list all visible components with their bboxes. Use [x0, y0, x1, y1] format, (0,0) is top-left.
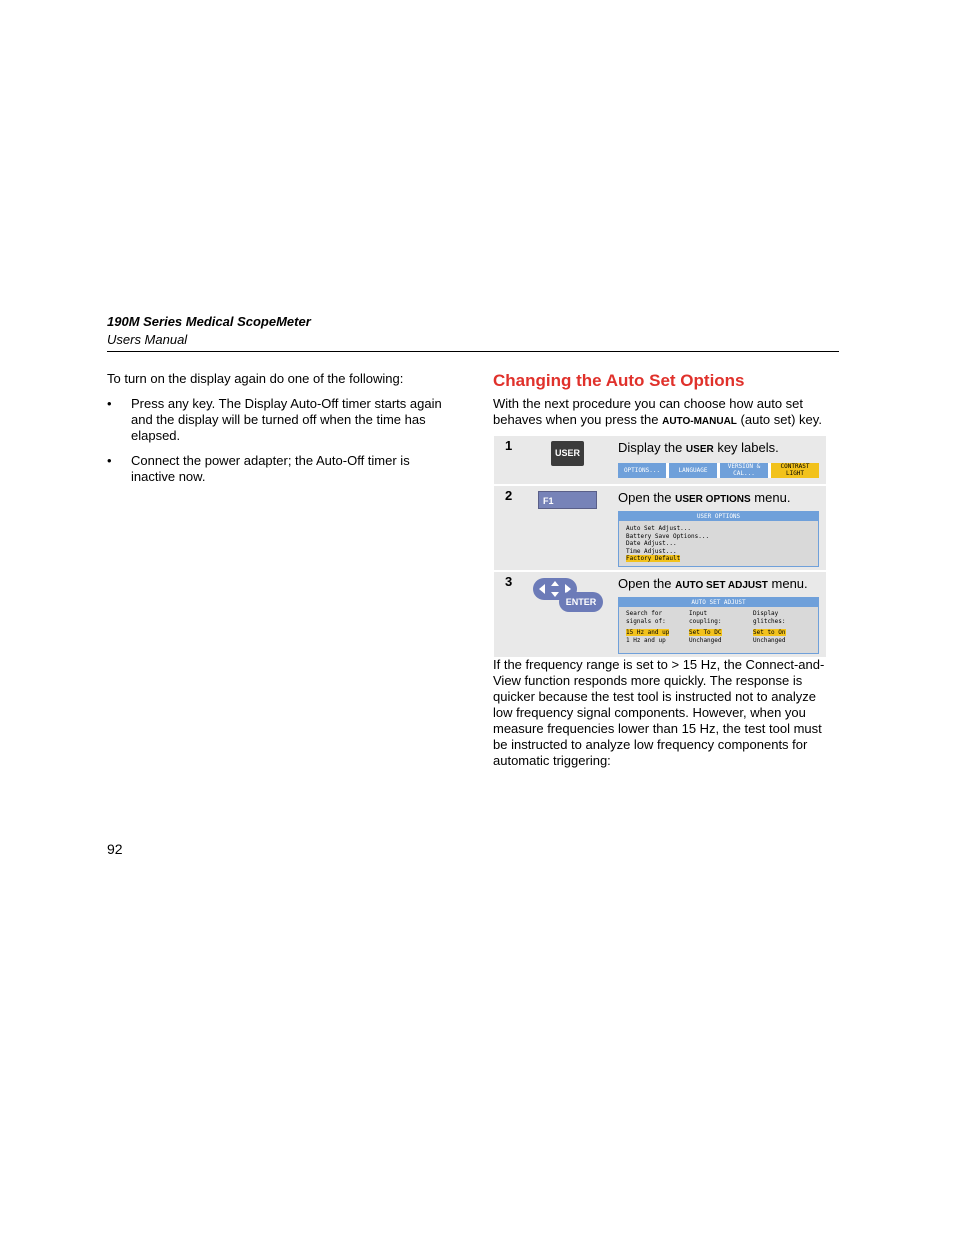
desc-text-end: key labels.: [713, 440, 779, 455]
option-selected: 15 Hz and up: [626, 629, 670, 636]
column-heading: Search for: [626, 610, 663, 617]
desc-text-end: menu.: [767, 576, 808, 591]
desc-text-end: menu.: [750, 490, 791, 505]
desc-text: Open the: [618, 490, 676, 505]
user-options-key-name: USER OPTIONS: [675, 494, 751, 505]
user-key-button: USER: [551, 441, 584, 466]
column-heading: Input: [689, 610, 708, 617]
step-1-row: [494, 436, 826, 484]
display-glitches-column: [753, 610, 813, 644]
option: 1 Hz and up: [626, 636, 666, 644]
auto-set-adjust-menu: [618, 597, 819, 654]
f1-key-button: F1: [538, 491, 597, 509]
menu-title: USER OPTIONS: [619, 512, 818, 521]
bullet-text: Press any key. The Display Auto-Off timer starts again and the display will be turned off when the time has elapsed.: [131, 396, 442, 443]
auto-set-adjust-key-name: AUTO SET ADJUST: [675, 580, 768, 591]
manual-title: 190M Series Medical ScopeMeter: [107, 314, 311, 329]
bullet-mark: •: [107, 396, 112, 411]
menu-item-selected: Factory Default: [626, 555, 681, 562]
column-heading: signals of:: [626, 617, 666, 625]
bullet-text: Connect the power adapter; the Auto-Off timer is inactive now.: [131, 453, 410, 484]
bullet-mark: •: [107, 453, 112, 468]
step-2-description: [618, 490, 790, 505]
column-heading: coupling:: [689, 617, 722, 625]
intro-text: With the next procedure you can choose how auto set behaves when you press the: [493, 396, 804, 427]
step-2-row: [494, 486, 826, 570]
arrow-keys-enter-group: [533, 578, 604, 614]
menu-item: Time Adjust...: [626, 547, 677, 555]
section-heading: Changing the Auto Set Options: [493, 371, 745, 390]
desc-text: Open the: [618, 576, 676, 591]
desc-text: Display the: [618, 440, 686, 455]
softkey-options: OPTIONS...: [618, 463, 666, 478]
menu-item: Auto Set Adjust...: [626, 525, 692, 532]
step-3-description: [618, 576, 808, 591]
section-intro: [493, 396, 838, 430]
intro-text-end: (auto set) key.: [736, 412, 822, 427]
step-number: 1: [505, 438, 513, 453]
softkey-language: LANGUAGE: [669, 463, 717, 478]
step-1-description: [618, 440, 779, 455]
input-coupling-column: [689, 610, 749, 644]
softkey-bar: [618, 463, 819, 478]
menu-item: Battery Save Options...: [626, 532, 710, 540]
column-heading: Display: [753, 610, 779, 617]
softkey-contrast-light: CONTRAST LIGHT: [771, 463, 819, 478]
softkey-version-cal: VERSION & CAL...: [720, 463, 768, 478]
enter-key-button: ENTER: [559, 592, 603, 612]
search-signals-column: [626, 610, 686, 644]
user-key-name: USER: [685, 444, 714, 455]
option: Unchanged: [689, 636, 722, 644]
frequency-paragraph: If the frequency range is set to > 15 Hz, the Connect-and-View function responds more quickly. The response is quicker because the test tool is instructed not to analyze low frequency signal components. However, when you measure frequencies lower than 15 Hz, the test tool must be instructed to analyze low frequency components for automatic triggering:: [493, 657, 825, 768]
option-selected: Set To DC: [689, 629, 722, 636]
user-options-menu: [618, 511, 819, 567]
step-number: 3: [505, 574, 513, 589]
left-intro-text: To turn on the display again do one of the following:: [107, 371, 404, 386]
page-number: 92: [107, 841, 123, 857]
manual-subtitle: Users Manual: [107, 332, 188, 347]
menu-title: AUTO SET ADJUST: [619, 598, 818, 607]
header-divider: [107, 351, 839, 352]
option: Unchanged: [753, 636, 786, 644]
auto-manual-key-name: AUTO-MANUAL: [662, 416, 737, 427]
menu-item: Date Adjust...: [626, 540, 677, 547]
step-number: 2: [505, 488, 513, 503]
option-selected: Set to On: [753, 629, 786, 636]
column-heading: glitches:: [753, 617, 786, 625]
step-3-row: [494, 572, 826, 657]
